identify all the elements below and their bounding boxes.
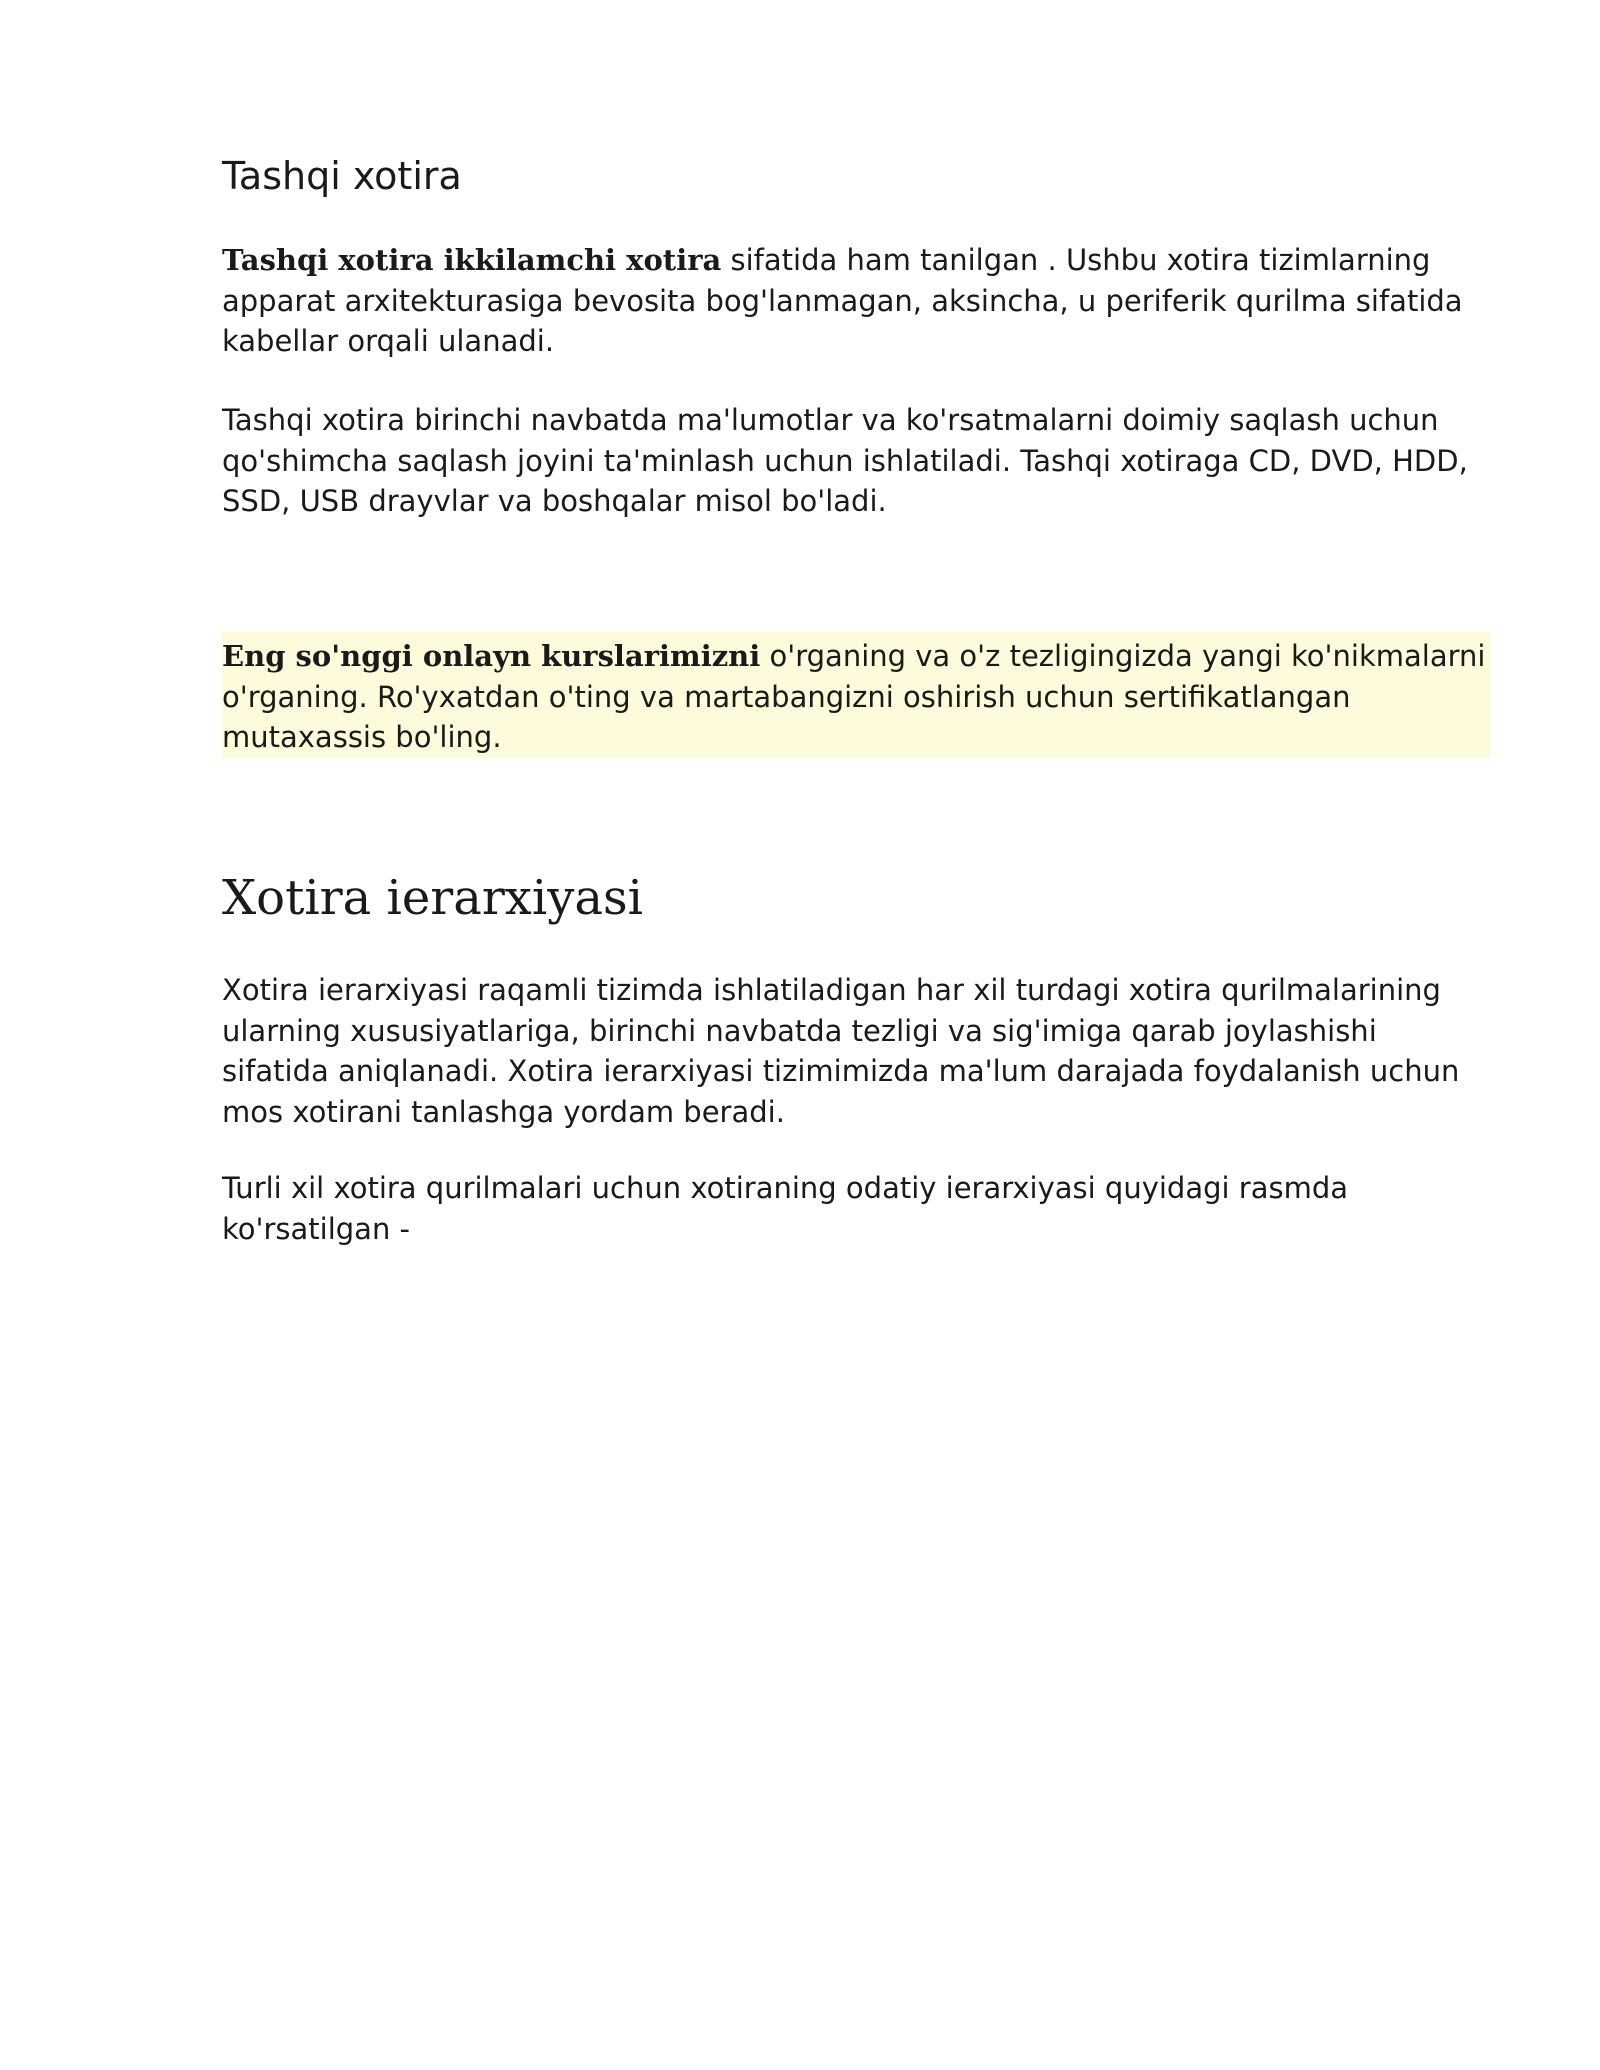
paragraph-text: sifatida ham tanilgan . Ushbu xotira tizimlarning apparat arxitekturasiga bevosita bog'lanmagan, aksincha, u periferik qurilma sifatida kabellar orqali ulanadi. bbox=[222, 243, 1463, 358]
paragraph-memory-hierarchy-figure-intro: Turli xil xotira qurilmalari uchun xotiraning odatiy ierarxiyasi quyidagi rasmda ko'rsatilgan - bbox=[222, 1171, 1349, 1246]
bold-term-external-memory: Tashqi xotira ikkilamchi xotira bbox=[222, 243, 722, 277]
course-callout-rest: o'rganing va o'z tezligingizda yangi ko'nikmalarni o'rganing. Ro'yxatdan o'ting va martabangizni oshirish uchun sertifikatlangan mutaxassis bo'ling. bbox=[222, 639, 1486, 754]
paragraph-external-memory-definition bbox=[222, 240, 1492, 362]
paragraph-external-memory-usage: Tashqi xotira birinchi navbatda ma'lumotlar va ko'rsatmalarni doimiy saqlash uchun qo'shimcha saqlash joyini ta'minlash uchun ishlatiladi. Tashqi xotiraga CD, DVD, HDD, SSD, USB drayvlar va boshqalar misol bo'ladi. bbox=[222, 403, 1468, 518]
course-callout-link[interactable]: Eng so'nggi onlayn kurslarimizni bbox=[222, 639, 761, 673]
section-heading-external-memory: Tashqi xotira bbox=[222, 154, 462, 198]
course-callout-text bbox=[222, 636, 1492, 758]
section-heading-memory-hierarchy: Xotira ierarxiyasi bbox=[222, 870, 643, 926]
paragraph-memory-hierarchy-definition: Xotira ierarxiyasi raqamli tizimda ishlatiladigan har xil turdagi xotira qurilmalarining ularning xususiyatlariga, birinchi navbatda tezligi va sig'imiga qarab joylashishi sifatida aniqlanadi. Xotira ierarxiyasi tizimimizda ma'lum darajada foydalanish uchun mos xotirani tanlashga yordam beradi. bbox=[222, 973, 1460, 1129]
